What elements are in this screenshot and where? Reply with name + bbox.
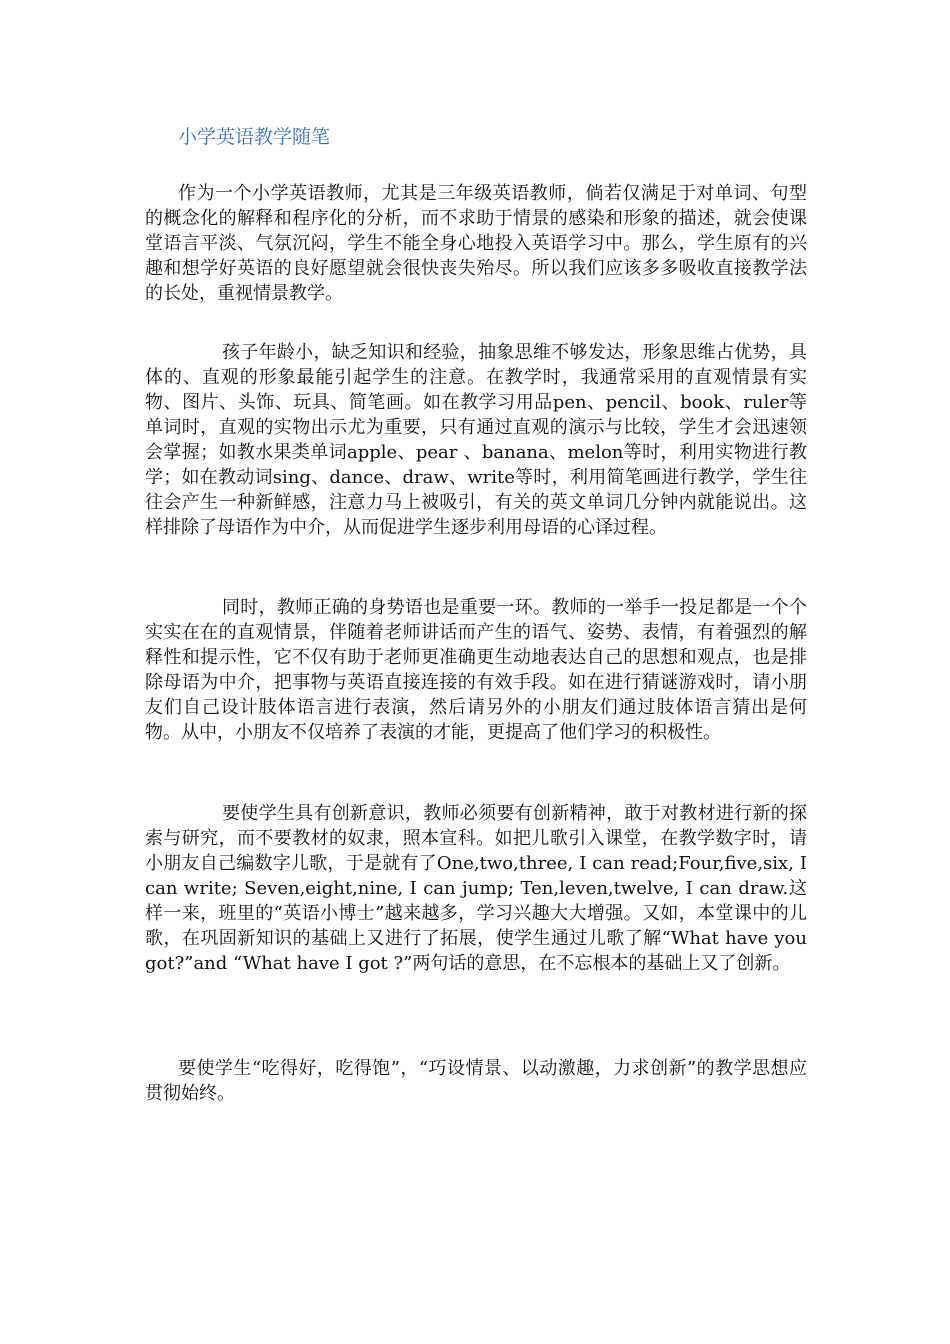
page-title: 小学英语教学随笔 <box>178 126 331 148</box>
paragraph-conclusion: 要使学生“吃得好，吃得饱”，“巧设情景、以动激趣，力求创新”的教学思想应贯彻始终。 <box>145 1058 807 1104</box>
paragraph-innovation: 要使学生具有创新意识，教师必须要有创新精神，敢于对教材进行新的探索与研究，而不要教材的奴隶，照本宣科。如把儿歌引入课堂，在教学数字时，请小朋友自己编数字儿歌，于是就有了One,two,three, I can read;Four,five,six, I can write; Seven,eight,nine, I can jump; Ten,leven,twelve, I can draw.这样一来，班里的“英语小博士”越来越多，学习兴趣大大增强。又如，本堂课中的儿歌，在巩固新知识的基础上又进行了拓展，使学生通过儿歌了解“What have you got?”and “What have I got ?”两句话的意思，在不忘根本的基础上又了创新。 <box>145 803 807 974</box>
paragraph-intro: 作为一个小学英语教师，尤其是三年级英语教师，倘若仅满足于对单词、句型的概念化的解释和程序化的分析，而不求助于情景的感染和形象的描述，就会使课堂语言平淡、气氛沉闷，学生不能全身心地投入英语学习中。那么，学生原有的兴趣和想学好英语的良好愿望就会很快丧失殆尽。所以我们应该多多吸收直接教学法的长处，重视情景教学。 <box>145 183 807 304</box>
paragraph-visual-aids: 孩子年龄小，缺乏知识和经验，抽象思维不够发达，形象思维占优势，具体的、直观的形象最能引起学生的注意。在教学时，我通常采用的直观情景有实物、图片、头饰、玩具、简笔画。如在教学习用品pen、pencil、book、ruler等单词时，直观的实物出示尤为重要，只有通过直观的演示与比较，学生才会迅速领会掌握；如教水果类单词apple、pear 、banana、melon等时，利用实物进行教学；如在教动词sing、dance、draw、write等时，利用简笔画进行教学，学生往往会产生一种新鲜感，注意力马上被吸引，有关的英文单词几分钟内就能说出。这样排除了母语作为中介，从而促进学生逐步利用母语的心译过程。 <box>145 342 807 538</box>
paragraph-body-language: 同时，教师正确的身势语也是重要一环。教师的一举手一投足都是一个个实实在在的直观情景，伴随着老师讲话而产生的语气、姿势、表情，有着强烈的解释性和提示性，它不仅有助于老师更准确更生动地表达自己的思想和观点，也是排除母语为中介，把事物与英语直接连接的有效手段。如在进行猜谜游戏时，请小朋友们自己设计肢体语言进行表演，然后请另外的小朋友们通过肢体语言猜出是何物。从中，小朋友不仅培养了表演的才能，更提高了他们学习的积极性。 <box>145 597 807 743</box>
